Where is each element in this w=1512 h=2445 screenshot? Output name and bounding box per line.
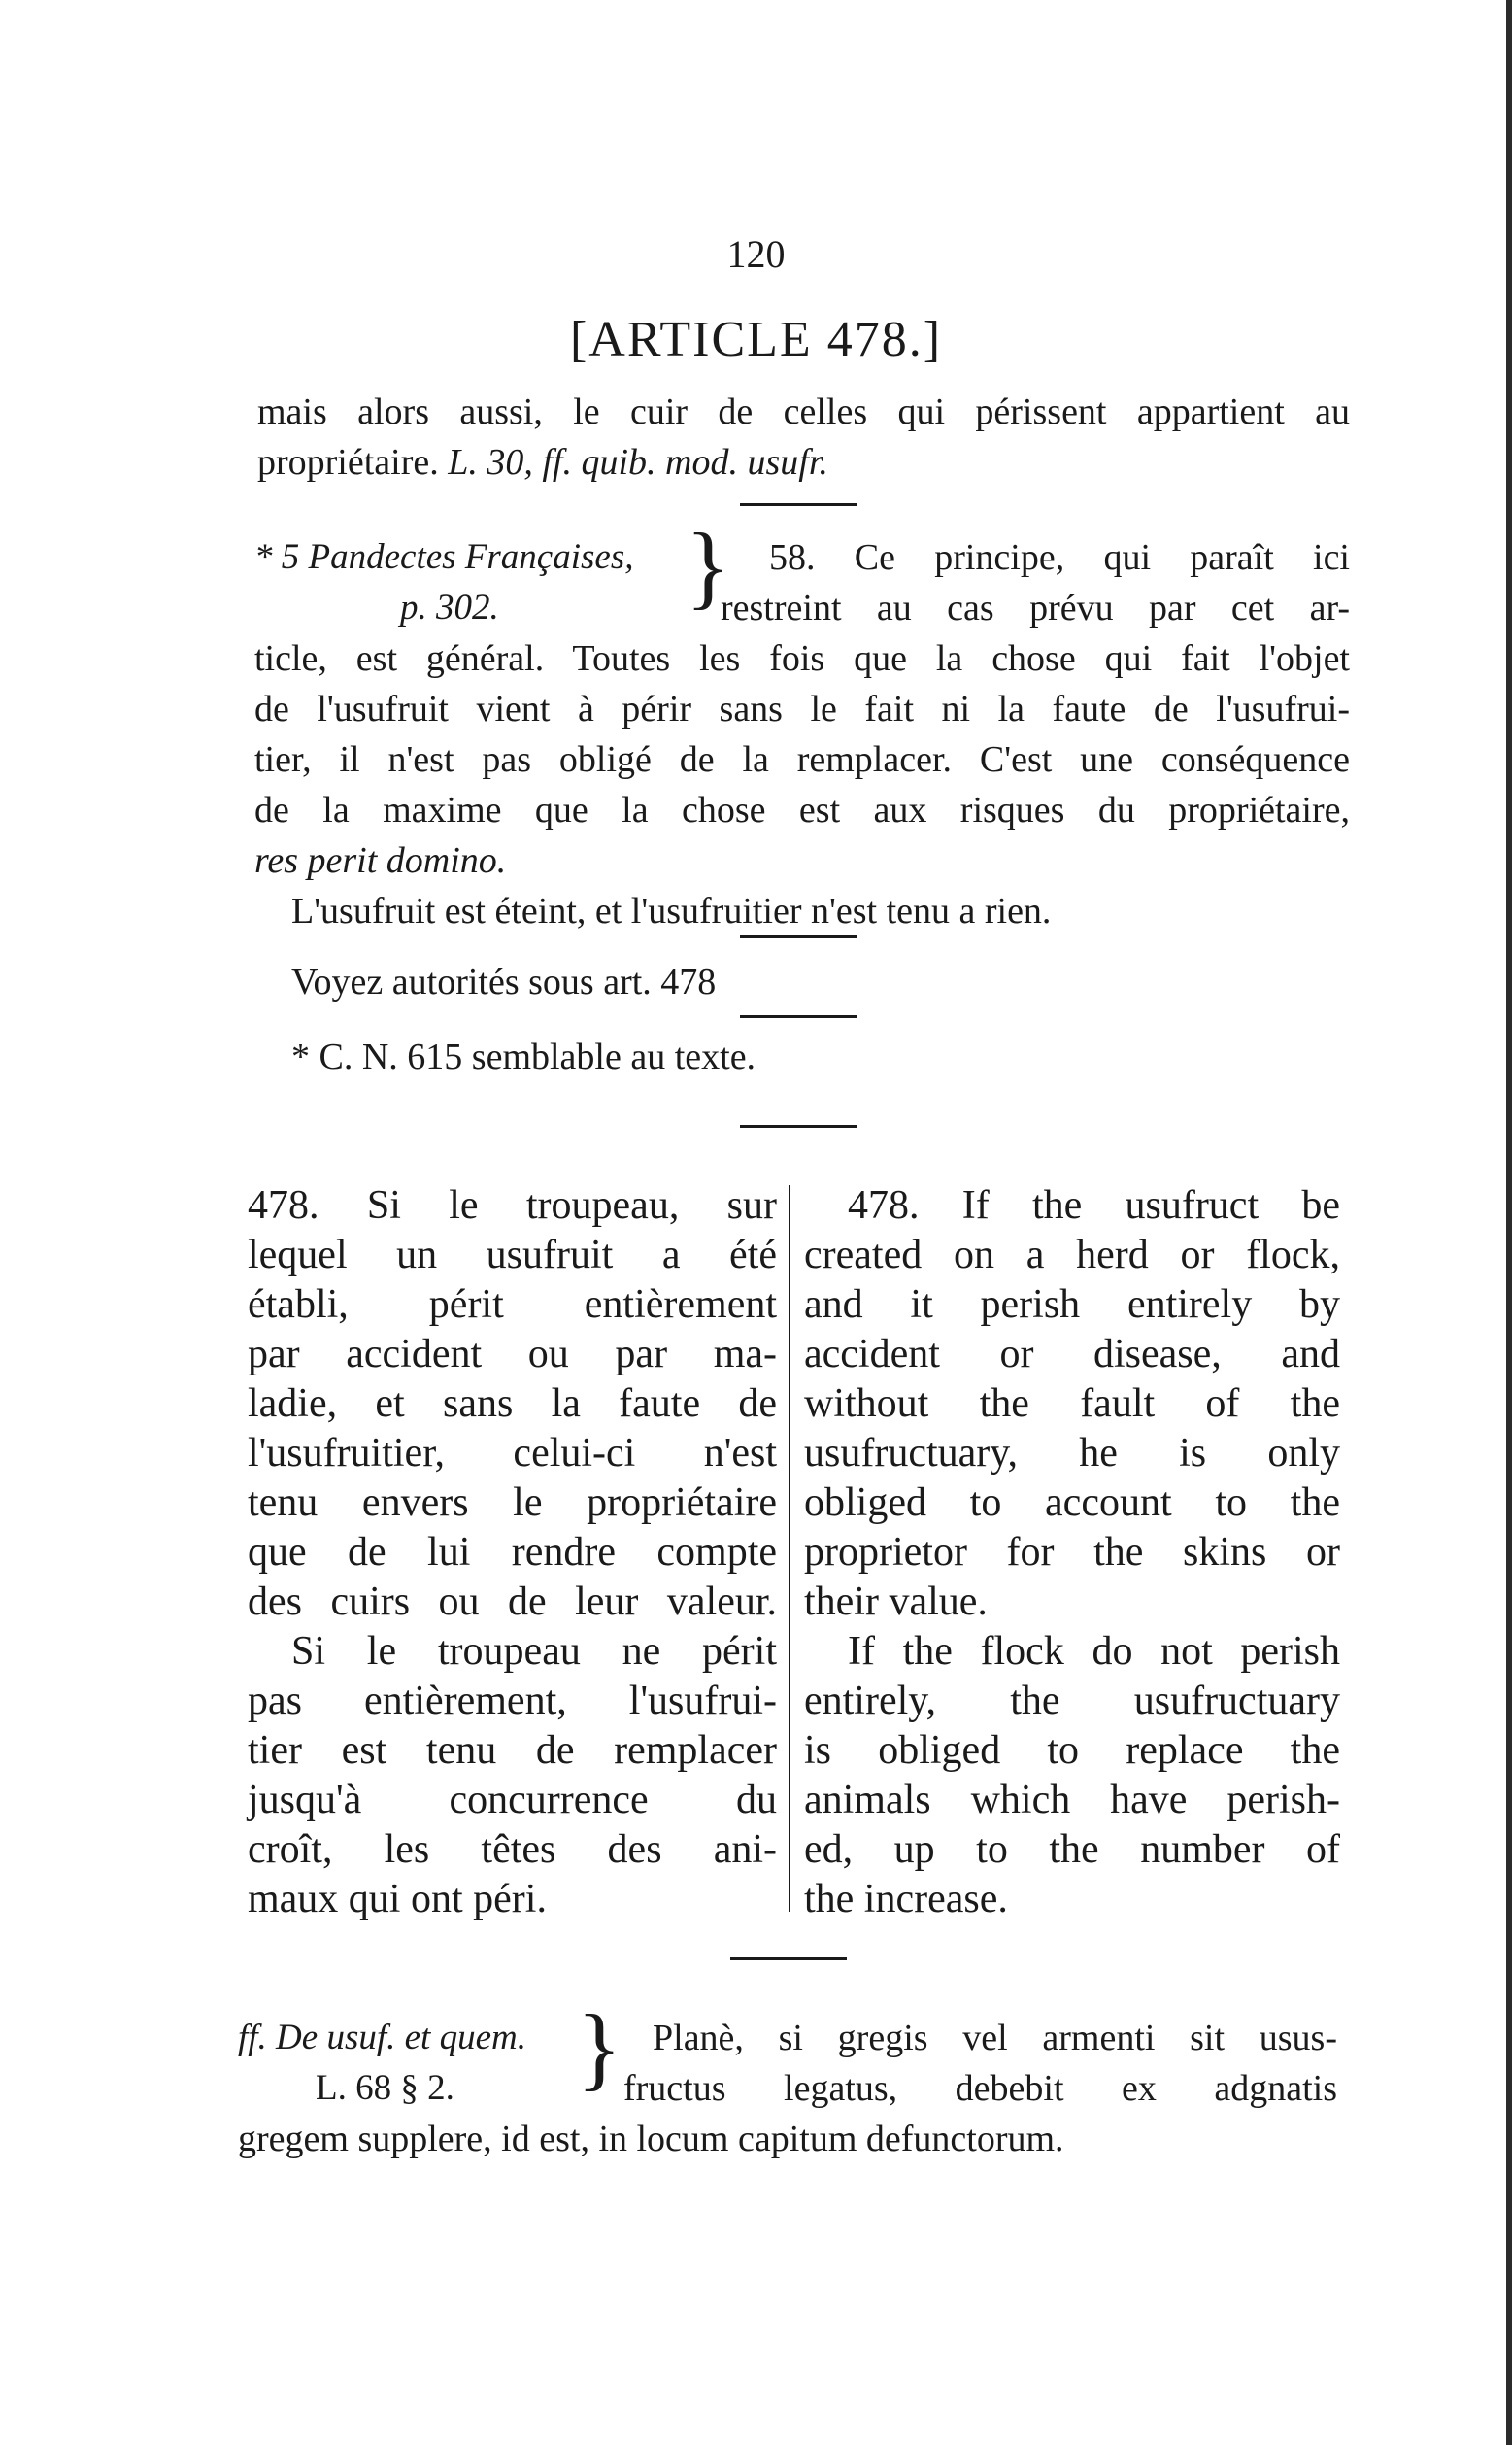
intro-line-1: mais alors aussi, le cuir de celles qui périssent appartient au	[257, 391, 1350, 432]
brace-glyph: }	[577, 1995, 622, 2099]
english-line: their value.	[804, 1579, 988, 1624]
voyez-line: Voyez autorités sous art. 478	[291, 962, 717, 1002]
english-line: animals which have perish-	[804, 1778, 1340, 1822]
page-number: 120	[726, 232, 786, 276]
english-line: the increase.	[804, 1877, 1008, 1921]
english-line: created on a herd or flock,	[804, 1233, 1340, 1277]
english-line: usufructuary, he is only	[804, 1431, 1340, 1476]
english-line: accident or disease, and	[804, 1332, 1340, 1376]
digest-source-1: ff. De usuf. et quem.	[238, 2018, 526, 2057]
brace-glyph: }	[686, 514, 731, 618]
pandectes-line-5: tier, il n'est pas obligé de la remplacer. C'est une conséquence	[254, 739, 1350, 780]
intro-citation: L. 30, ff. quib. mod. usufr.	[448, 442, 828, 483]
french-line: ladie, et sans la faute de	[248, 1381, 777, 1426]
pandectes-line-6: de la maxime que la chose est aux risques du propriétaire,	[254, 790, 1350, 831]
separator-rule	[740, 503, 857, 506]
french-line: 478. Si le troupeau, sur	[248, 1183, 777, 1228]
french-line: croît, les têtes des ani-	[248, 1827, 777, 1872]
french-line: Si le troupeau ne périt	[291, 1629, 777, 1674]
french-line: des cuirs ou de leur valeur.	[248, 1579, 777, 1624]
pandectes-maxim: res perit domino.	[254, 840, 507, 881]
english-line: ed, up to the number of	[804, 1827, 1340, 1872]
article-title: [ARTICLE 478.]	[569, 312, 943, 367]
french-line: pas entièrement, l'usufrui-	[248, 1679, 777, 1723]
separator-rule	[740, 1015, 857, 1018]
english-line: is obliged to replace the	[804, 1728, 1340, 1773]
french-line: tier est tenu de remplacer	[248, 1728, 777, 1773]
digest-line-1: Planè, si gregis vel armenti sit usus-	[653, 2018, 1337, 2058]
french-line: établi, périt entièrement	[248, 1282, 777, 1327]
intro-text: propriétaire.	[257, 442, 439, 483]
english-line: without the fault of the	[804, 1381, 1340, 1426]
english-line: proprietor for the skins or	[804, 1530, 1340, 1575]
english-column	[804, 1181, 1340, 1924]
digest-line-3: gregem supplere, id est, in locum capitum defunctorum.	[238, 2119, 1064, 2159]
intro-line-2	[257, 437, 1350, 488]
separator-rule	[740, 935, 857, 938]
pandectes-source-1: * 5 Pandectes Françaises,	[254, 537, 634, 577]
french-column	[248, 1181, 777, 1924]
code-napoleon-line: * C. N. 615 semblable au texte.	[291, 1036, 756, 1077]
digest-source-2: L. 68 § 2.	[316, 2068, 454, 2108]
english-line: and it perish entirely by	[804, 1282, 1340, 1327]
digest-line-2: fructus legatus, debebit ex adgnatis	[623, 2068, 1337, 2109]
separator-rule	[730, 1957, 847, 1960]
pandectes-closing: L'usufruit est éteint, et l'usufruitier n'est tenu a rien.	[291, 891, 1052, 932]
english-line: If the flock do not perish	[848, 1629, 1340, 1674]
french-line: jusqu'à concurrence du	[248, 1778, 777, 1822]
pandectes-source-2: p. 302.	[400, 588, 499, 628]
pandectes-line-3: ticle, est général. Toutes les fois que la chose qui fait l'objet	[254, 638, 1350, 679]
separator-rule	[740, 1125, 857, 1128]
pandectes-line-4: de l'usufruit vient à périr sans le fait ni la faute de l'usufrui-	[254, 689, 1350, 730]
pandectes-line-2: restreint au cas prévu par cet ar-	[721, 588, 1350, 628]
french-line: par accident ou par ma-	[248, 1332, 777, 1376]
english-line: entirely, the usufructuary	[804, 1679, 1340, 1723]
french-line: que de lui rendre compte	[248, 1530, 777, 1575]
french-line: maux qui ont péri.	[248, 1877, 547, 1921]
english-line: 478. If the usufruct be	[848, 1183, 1340, 1228]
english-line: obliged to account to the	[804, 1480, 1340, 1525]
pandectes-line-1: 58. Ce principe, qui paraît ici	[769, 537, 1350, 578]
french-line: tenu envers le propriétaire	[248, 1480, 777, 1525]
column-divider	[789, 1185, 790, 1912]
french-line: l'usufruitier, celui-ci n'est	[248, 1431, 777, 1476]
french-line: lequel un usufruit a été	[248, 1233, 777, 1277]
